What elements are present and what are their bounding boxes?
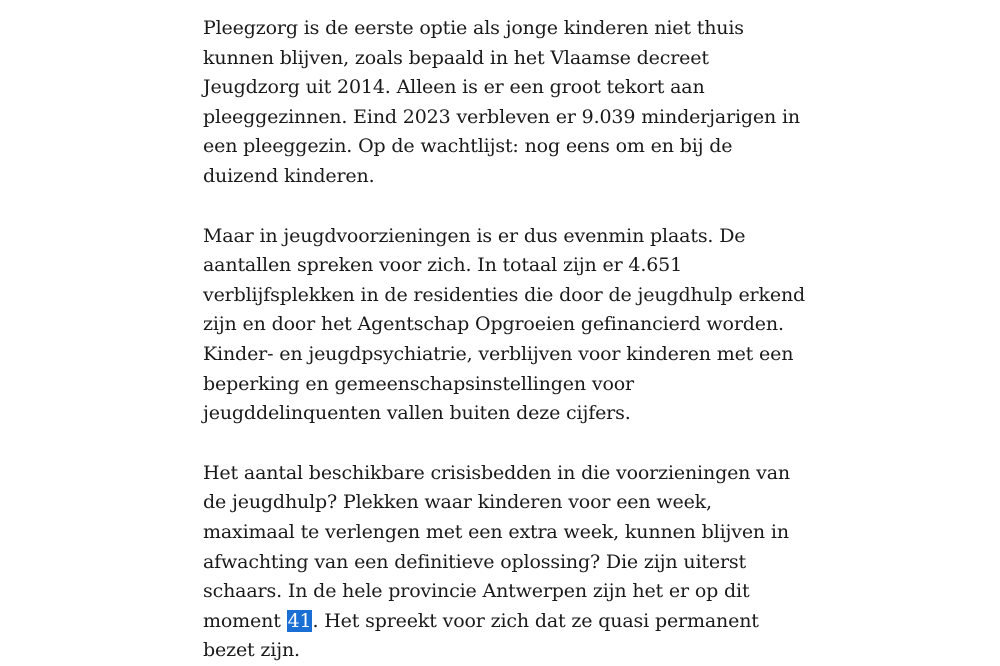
selected-text-highlight[interactable]: 41 [287, 609, 312, 632]
paragraph-text-after: . Het spreekt voor zich dat ze quasi permanent bezet zijn. [203, 609, 759, 662]
paragraph-jeugdvoorzieningen: Maar in jeugdvoorzieningen is er dus evenmin plaats. De aantallen spreken voor zich. In totaal zijn er 4.651 verblijfsplekken in de residenties die door de jeugdhulp erkend zijn en door het Agentschap Opgroeien gefinancierd worden. Kinder- en jeugdpsychiatrie, verblijven voor kinderen met een beperking en gemeenschapsinstellingen voor jeugddelinquenten vallen buiten deze cijfers. [203, 224, 806, 425]
article-body [203, 14, 808, 666]
paragraph-pleegzorg: Pleegzorg is de eerste optie als jonge kinderen niet thuis kunnen blijven, zoals bepaald in het Vlaamse decreet Jeugdzorg uit 2014. Alleen is er een groot tekort aan pleeggezinnen. Eind 2023 verbleven er 9.039 minderjarigen in een pleeggezin. Op de wachtlijst: nog eens om en bij de duizend kinderen. [203, 17, 800, 187]
paragraph-text-before: Het aantal beschikbare crisisbedden in die voorzieningen van de jeugdhulp? Plekken waar kinderen voor een week, maximaal te verlengen met een extra week, kunnen blijven in afwachting van een definitieve oplossing? Die zijn uiterst schaars. In de hele provincie Antwerpen zijn het er op dit moment [203, 461, 791, 632]
